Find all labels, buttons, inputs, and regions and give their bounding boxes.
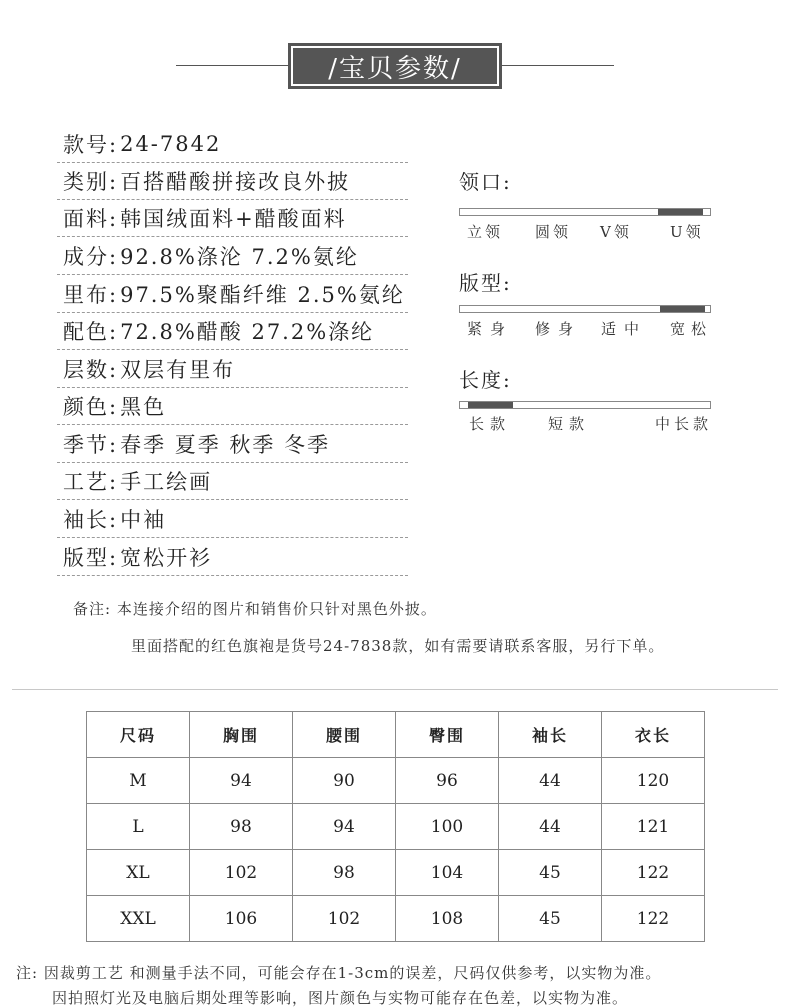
table-cell: XXL (87, 896, 190, 942)
table-header-cell: 臀围 (396, 712, 499, 758)
param-value: 97.5%聚酯纤维 2.5%氨纶 (120, 283, 405, 307)
table-cell: 122 (602, 850, 705, 896)
param-key: 版型: (63, 546, 119, 570)
table-cell: 90 (293, 758, 396, 804)
table-row (87, 850, 705, 896)
length-label: 长款 (469, 415, 512, 433)
table-body (87, 758, 705, 942)
table-header-cell: 胸围 (190, 712, 293, 758)
collar-title: 领口: (459, 170, 512, 194)
param-key: 类别: (63, 170, 119, 194)
param-row (57, 126, 408, 163)
table-cell: 102 (293, 896, 396, 942)
param-row (57, 163, 408, 200)
section-title (288, 43, 502, 89)
param-key: 配色: (63, 320, 119, 344)
length-label: 中长款 (655, 415, 713, 433)
param-value: 手工绘画 (120, 470, 213, 494)
fit-label: 宽松 (670, 320, 713, 338)
param-key: 成分: (63, 245, 119, 269)
table-header-cell: 袖长 (499, 712, 602, 758)
fit-label: 修身 (535, 320, 582, 338)
table-cell: M (87, 758, 190, 804)
table-cell: 108 (396, 896, 499, 942)
table-cell: 121 (602, 804, 705, 850)
collar-bar (459, 208, 711, 216)
table-cell: 98 (293, 850, 396, 896)
param-key: 颜色: (63, 395, 119, 419)
table-cell: 44 (499, 758, 602, 804)
param-row (57, 351, 408, 388)
table-cell: 96 (396, 758, 499, 804)
table-cell: 120 (602, 758, 705, 804)
param-row (57, 200, 408, 237)
table-row (87, 896, 705, 942)
collar-label: U领 (670, 223, 704, 241)
fit-title: 版型: (459, 271, 512, 295)
table-header-cell: 尺码 (87, 712, 190, 758)
param-row (57, 388, 408, 425)
fit-label: 紧身 (467, 320, 514, 338)
note-line-1: 备注: 本连接介绍的图片和销售价只针对黑色外披。 (73, 600, 437, 618)
note-line-2: 里面搭配的红色旗袍是货号24-7838款，如有需要请联系客服，另行下单。 (131, 637, 665, 655)
footer-note-1: 注: 因裁剪工艺 和测量手法不同，可能会存在1-3cm的误差，尺码仅供参考，以实物为准。 (16, 964, 662, 982)
table-row (87, 804, 705, 850)
table-row (87, 758, 705, 804)
length-bar (459, 401, 711, 409)
length-title: 长度: (459, 368, 512, 392)
table-cell: 100 (396, 804, 499, 850)
param-value: 24-7842 (120, 132, 222, 156)
param-value: 双层有里布 (120, 358, 236, 382)
header-line-right (502, 65, 614, 66)
table-cell: 45 (499, 896, 602, 942)
length-label: 短款 (548, 415, 591, 433)
param-row (57, 276, 408, 313)
table-cell: L (87, 804, 190, 850)
param-value: 韩国绒面料+醋酸面料 (120, 207, 347, 231)
table-cell: 122 (602, 896, 705, 942)
fit-bar-fill (660, 306, 705, 312)
table-cell: 45 (499, 850, 602, 896)
param-key: 工艺: (63, 470, 119, 494)
collar-label: V领 (600, 223, 632, 241)
table-cell: 106 (190, 896, 293, 942)
param-key: 季节: (63, 433, 119, 457)
param-row (57, 426, 408, 463)
table-cell: 102 (190, 850, 293, 896)
param-value: 中袖 (120, 508, 167, 532)
param-value: 92.8%涤沦 7.2%氨纶 (120, 245, 359, 269)
param-key: 面料: (63, 207, 119, 231)
param-value: 黑色 (120, 395, 167, 419)
param-row (57, 539, 408, 576)
param-row (57, 501, 408, 538)
param-key: 款号: (63, 133, 119, 157)
param-value: 百搭醋酸拼接改良外披 (120, 170, 351, 194)
header-line-left (176, 65, 288, 66)
param-row (57, 238, 408, 275)
table-cell: 94 (293, 804, 396, 850)
param-row (57, 463, 408, 500)
table-cell: XL (87, 850, 190, 896)
size-table (86, 711, 705, 942)
param-value: 春季 夏季 秋季 冬季 (120, 433, 331, 457)
param-key: 袖长: (63, 508, 119, 532)
table-header-cell: 衣长 (602, 712, 705, 758)
collar-label: 立领 (467, 223, 504, 241)
param-value: 宽松开衫 (120, 546, 213, 570)
section-title-text: /宝贝参数/ (328, 53, 462, 84)
collar-bar-fill (658, 209, 703, 215)
collar-label: 圆领 (535, 223, 572, 241)
table-header-row (87, 712, 705, 758)
table-header-cell: 腰围 (293, 712, 396, 758)
footer-note-2: 因拍照灯光及电脑后期处理等影响，图片颜色与实物可能存在色差，以实物为准。 (52, 989, 629, 1007)
param-row (57, 313, 408, 350)
table-cell: 98 (190, 804, 293, 850)
table-cell: 104 (396, 850, 499, 896)
length-bar-fill (468, 402, 513, 408)
divider (12, 689, 778, 690)
table-cell: 94 (190, 758, 293, 804)
param-key: 里布: (63, 283, 119, 307)
fit-bar (459, 305, 711, 313)
param-value: 72.8%醋酸 27.2%涤纶 (120, 320, 375, 344)
fit-label: 适中 (601, 320, 648, 338)
table-cell: 44 (499, 804, 602, 850)
param-key: 层数: (63, 358, 119, 382)
